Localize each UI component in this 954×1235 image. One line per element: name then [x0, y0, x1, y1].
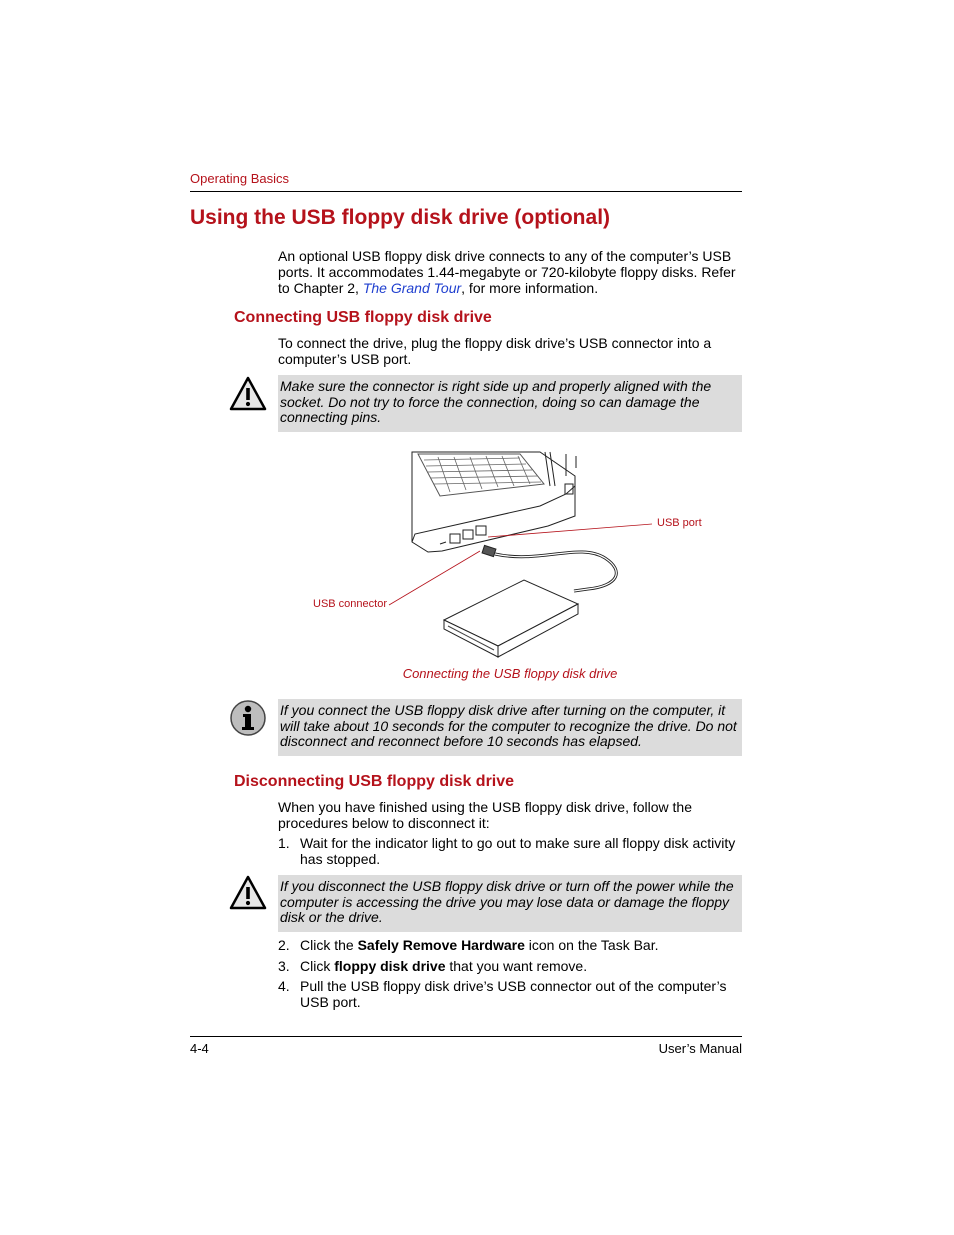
connecting-paragraph: To connect the drive, plug the floppy disk drive’s USB connector into a computer’s USB port. — [278, 335, 712, 367]
usb-connector-label: USB connector — [313, 598, 387, 610]
list-number: 3. — [278, 958, 290, 974]
list-text-part: that you want remove. — [445, 958, 588, 974]
list-item — [278, 958, 742, 974]
list-item — [278, 937, 742, 953]
grand-tour-link[interactable]: The Grand Tour — [362, 280, 462, 296]
page-title: Using the USB floppy disk drive (optional) — [190, 206, 611, 229]
section-header: Operating Basics — [190, 171, 289, 186]
usb-connection-figure — [300, 446, 720, 666]
caution-icon — [229, 375, 267, 413]
list-text — [300, 937, 742, 953]
caution-icon — [229, 874, 267, 912]
list-item — [278, 835, 742, 867]
list-number: 2. — [278, 937, 290, 953]
list-text-part: Click the — [300, 937, 358, 953]
manual-title: User’s Manual — [658, 1041, 742, 1056]
list-text: Pull the USB floppy disk drive’s USB connector out of the computer’s USB port. — [300, 978, 727, 1010]
list-item — [278, 978, 742, 1010]
floppy-disk-drive-label: floppy disk drive — [334, 958, 446, 974]
disconnecting-paragraph: When you have finished using the USB floppy disk drive, follow the procedures below to disconnect it: — [278, 799, 693, 831]
safely-remove-hardware-label: Safely Remove Hardware — [357, 937, 525, 953]
caution-note: If you disconnect the USB floppy disk drive or turn off the power while the computer is accessing the drive you may lose data or damage the floppy disk or the drive. — [278, 875, 742, 932]
page-number: 4-4 — [190, 1041, 209, 1056]
intro-text-after: , for more information. — [461, 280, 599, 296]
info-icon — [229, 699, 267, 737]
list-number: 4. — [278, 978, 290, 994]
intro-paragraph — [278, 248, 742, 296]
header-rule — [190, 191, 742, 192]
list-text-part: Click — [300, 958, 335, 974]
list-text: Wait for the indicator light to go out to make sure all floppy disk activity has stopped. — [300, 835, 736, 867]
info-note: If you connect the USB floppy disk drive after turning on the computer, it will take about 10 seconds for the computer to recognize the drive. Do not disconnect and reconnect before 10 seconds has elapsed. — [278, 699, 742, 756]
list-number: 1. — [278, 835, 290, 851]
list-text — [300, 958, 742, 974]
list-text-part: icon on the Task Bar. — [524, 937, 659, 953]
intro-text-before: An optional USB floppy disk drive connects to any of the computer’s USB ports. It accommodates 1.44-megabyte or 720-kilobyte floppy disks. Refer to Chapter 2, — [278, 248, 736, 296]
figure-caption: Connecting the USB floppy disk drive — [402, 666, 618, 681]
caution-note: Make sure the connector is right side up and properly aligned with the socket. Do not try to force the connection, doing so can damage the connecting pins. — [278, 375, 742, 432]
usb-port-label: USB port — [657, 517, 702, 529]
usb-connection-illustration — [300, 446, 720, 666]
disconnecting-heading: Disconnecting USB floppy disk drive — [234, 773, 515, 790]
footer-rule — [190, 1036, 742, 1037]
connecting-heading: Connecting USB floppy disk drive — [234, 309, 492, 326]
